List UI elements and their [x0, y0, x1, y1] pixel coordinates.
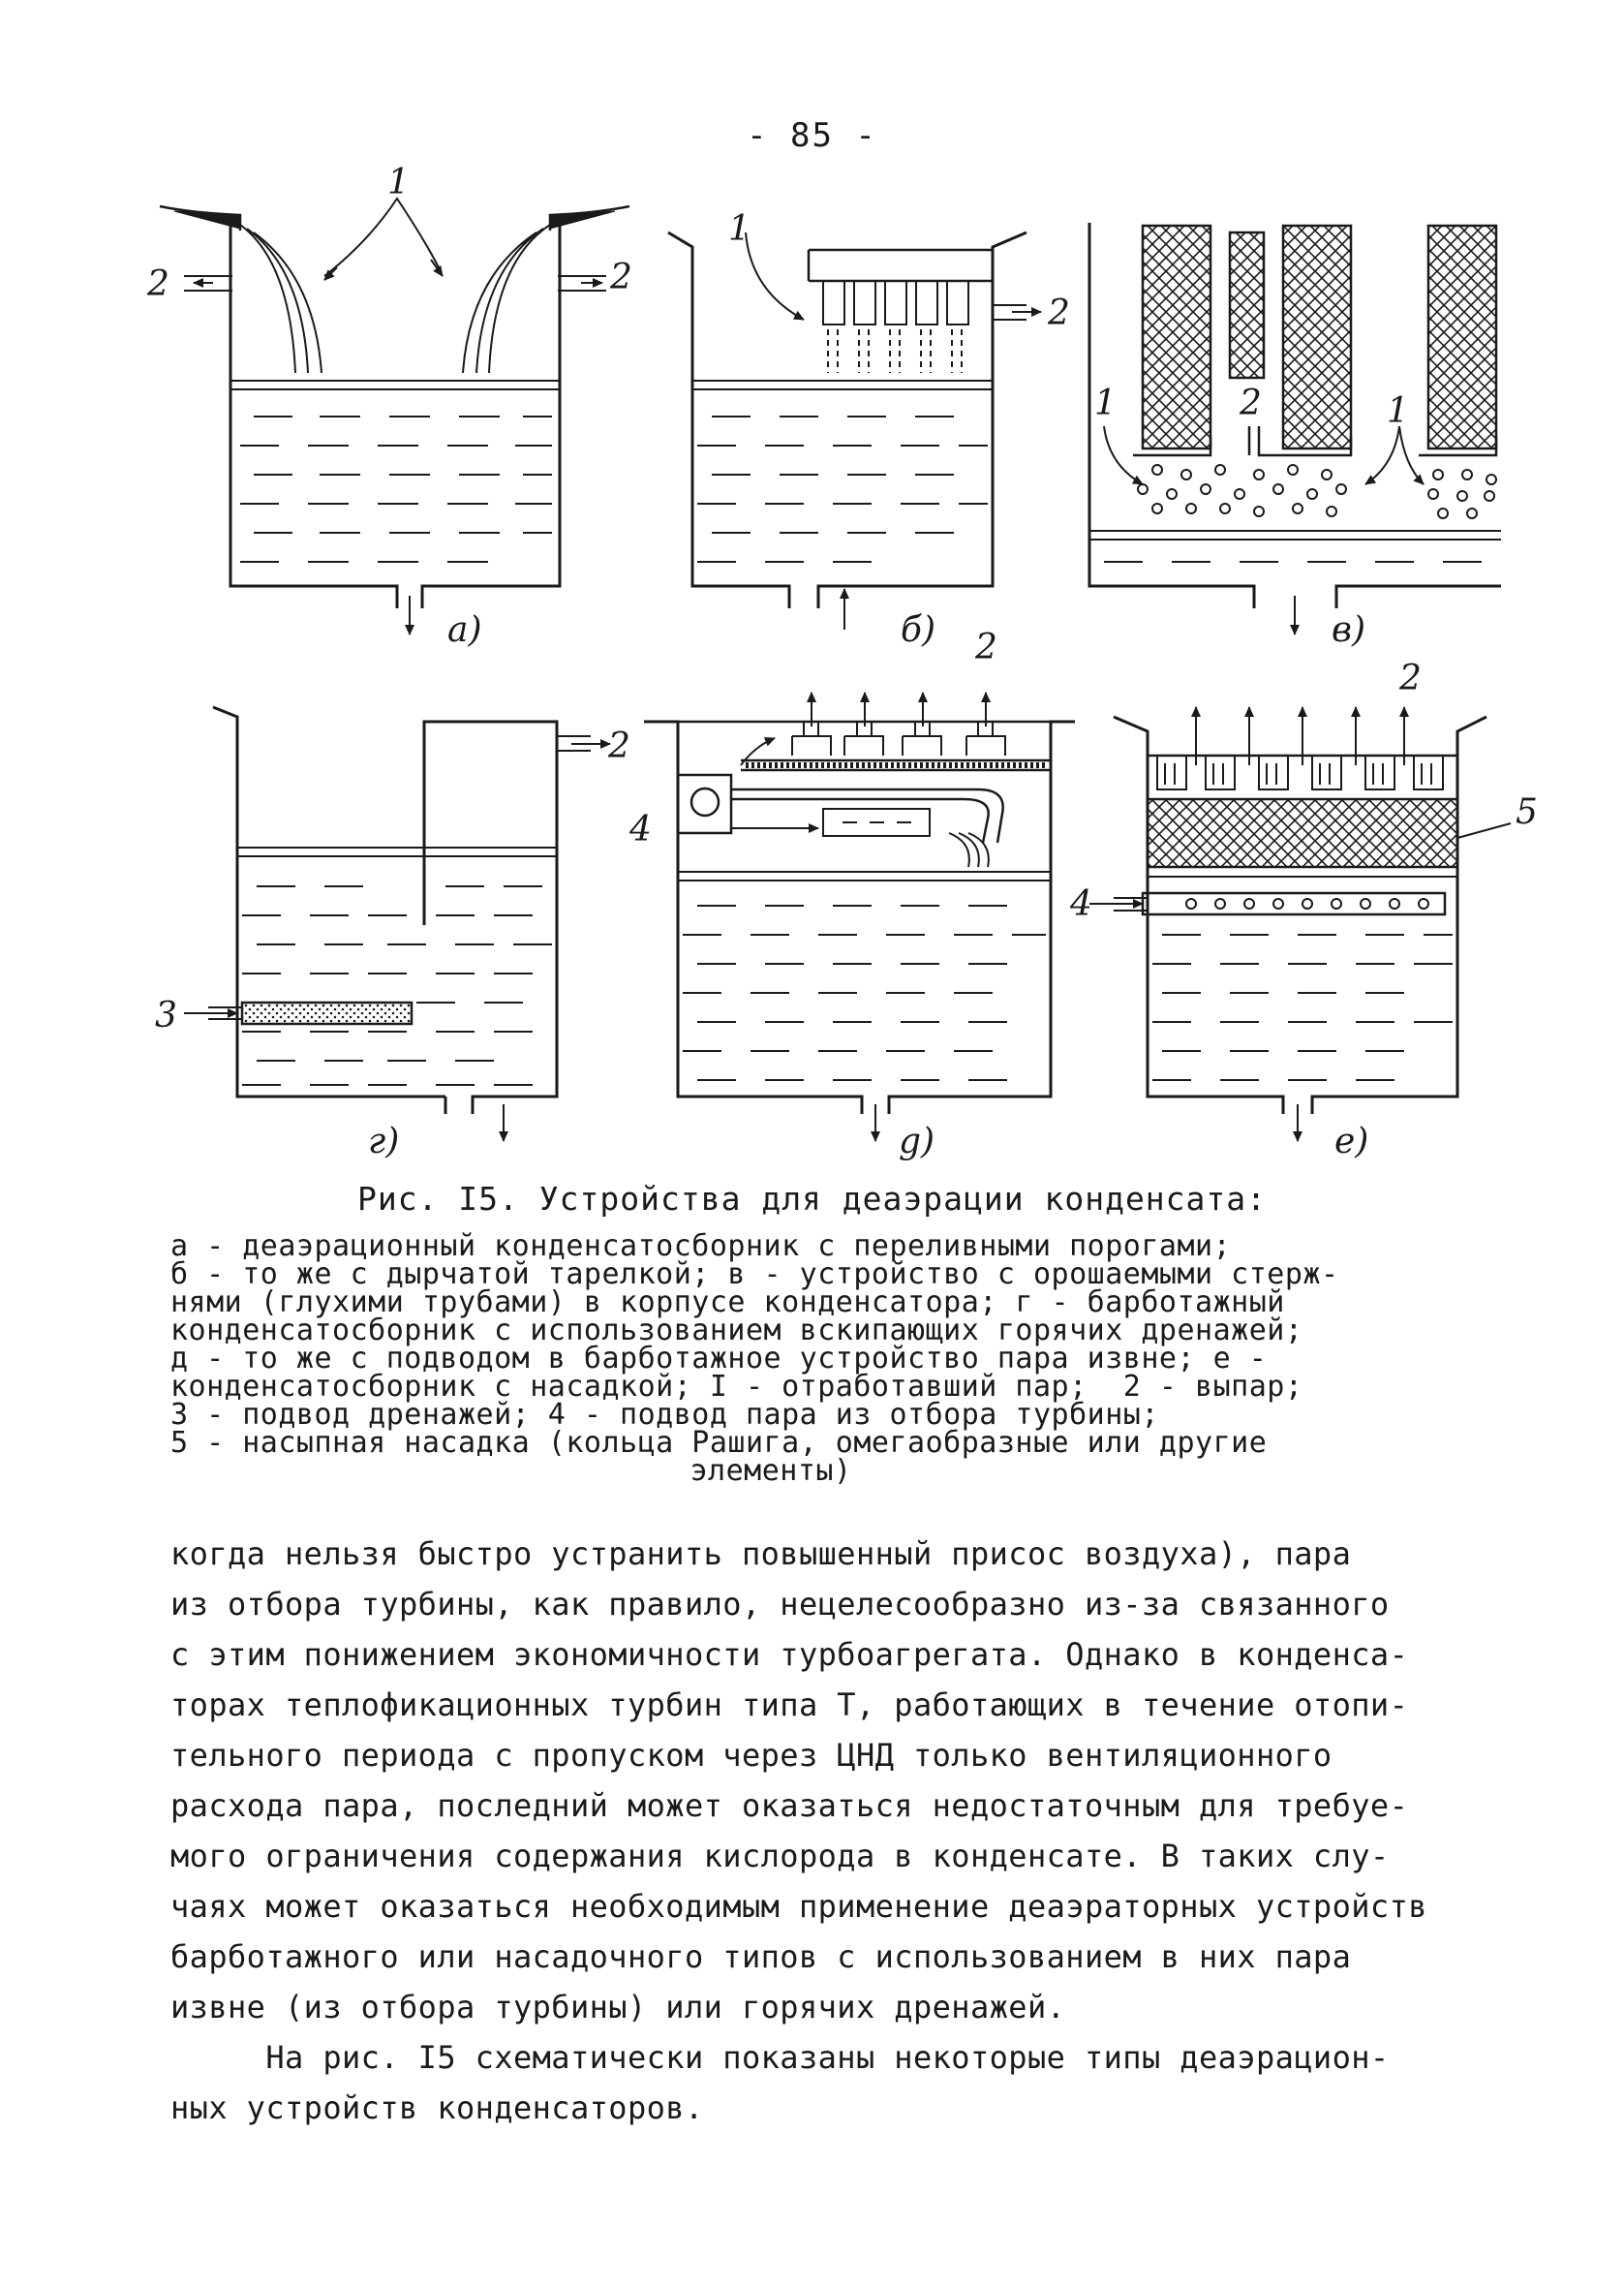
panel-label-e: е) [1334, 1122, 1369, 1161]
callout-2-e: 2 [1399, 659, 1422, 698]
callout-2-g: 2 [608, 727, 630, 766]
callout-1-v-right: 1 [1387, 391, 1409, 431]
body-line: когда нельзя быстро устранить повышенный присос воздуха), пара [170, 1535, 1352, 1572]
callout-3-g: 3 [155, 996, 177, 1036]
body-line: чаях может оказаться необходимым применение деаэраторных устройств [170, 1888, 1427, 1925]
body-line: расхода пара, последний может оказаться недостаточным для требуе- [170, 1787, 1409, 1824]
body-paragraph [170, 1529, 1507, 2133]
panel-label-g: г) [368, 1122, 400, 1161]
legend-line: элементы) [689, 1454, 852, 1488]
panel-d-external-steam-bubbling [644, 693, 1075, 1141]
body-line: торах теплофикационных турбин типа Т, работающих в течение отопи- [170, 1686, 1409, 1723]
panel-label-v: в) [1332, 610, 1365, 650]
legend-line: а - деаэрационный конденсатосборник с переливными порогами; [170, 1229, 1232, 1263]
panel-v-irrigated-rods [1089, 223, 1501, 634]
body-line: барботажного или насадочного типов с использованием в них пара [170, 1938, 1352, 1975]
panel-a-overflow-collector [160, 199, 629, 634]
figure-caption-title: Рис. I5. Устройства для деаэрации конденсата: [356, 1180, 1268, 1218]
legend-line: конденсатосборник с насадкой; I - отработавший пар; 2 - выпар; [170, 1370, 1303, 1404]
legend-line: 5 - насыпная насадка (кольца Рашига, омегаобразные или другие [170, 1426, 1268, 1460]
callout-4-e: 4 [1070, 884, 1092, 924]
body-line: извне (из отбора турбины) или горячих дренажей. [170, 1989, 1066, 2025]
panel-e-packed-collector [1089, 707, 1511, 1141]
legend-line: 3 - подвод дренажей; 4 - подвод пара из отбора турбины; [170, 1398, 1159, 1432]
callout-2-b: 2 [1048, 294, 1070, 333]
body-line: мого ограничения содержания кислорода в конденсате. В таких слу- [170, 1838, 1390, 1874]
body-line: тельного периода с пропуском через ЦНД только вентиляционного [170, 1737, 1333, 1774]
panel-label-a: а) [447, 610, 482, 650]
legend-line: б - то же с дырчатой тарелкой; в - устройство с орошаемыми стерж- [170, 1257, 1339, 1291]
panel-label-d: g) [899, 1122, 935, 1161]
body-line: На рис. I5 схематически показаны некоторые типы деаэрацион- [170, 2039, 1390, 2076]
callout-1-v-left: 1 [1094, 384, 1117, 423]
page-number: - 85 - [747, 116, 877, 155]
figure-legend [170, 1229, 1507, 1488]
panel-g-bubbling-collector [184, 707, 610, 1141]
legend-line: нями (глухими трубами) в корпусе конденсатора; г - барботажный [170, 1285, 1285, 1319]
callout-4-d: 4 [629, 810, 652, 850]
callout-1-b: 1 [728, 209, 751, 249]
callout-1-a: 1 [387, 163, 410, 202]
callout-2-a-left: 2 [147, 264, 169, 304]
panel-b-perforated-tray [668, 232, 1041, 630]
body-line: ных устройств конденсаторов. [170, 2089, 704, 2126]
body-line: с этим понижением экономичности турбоагрегата. Однако в конденса- [170, 1636, 1409, 1673]
callout-2-d: 2 [975, 628, 997, 667]
panel-label-b: б) [901, 610, 936, 650]
callout-2-v: 2 [1240, 384, 1262, 423]
callout-2-a-right: 2 [610, 258, 632, 297]
body-line: из отбора турбины, как правило, нецелесообразно из-за связанного [170, 1586, 1390, 1623]
legend-line: конденсатосборник с использованием вскипающих горячих дренажей; [170, 1314, 1303, 1347]
legend-line: д - то же с подводом в барботажное устройство пара извне; е - [170, 1342, 1268, 1376]
callout-5-e: 5 [1516, 792, 1538, 832]
